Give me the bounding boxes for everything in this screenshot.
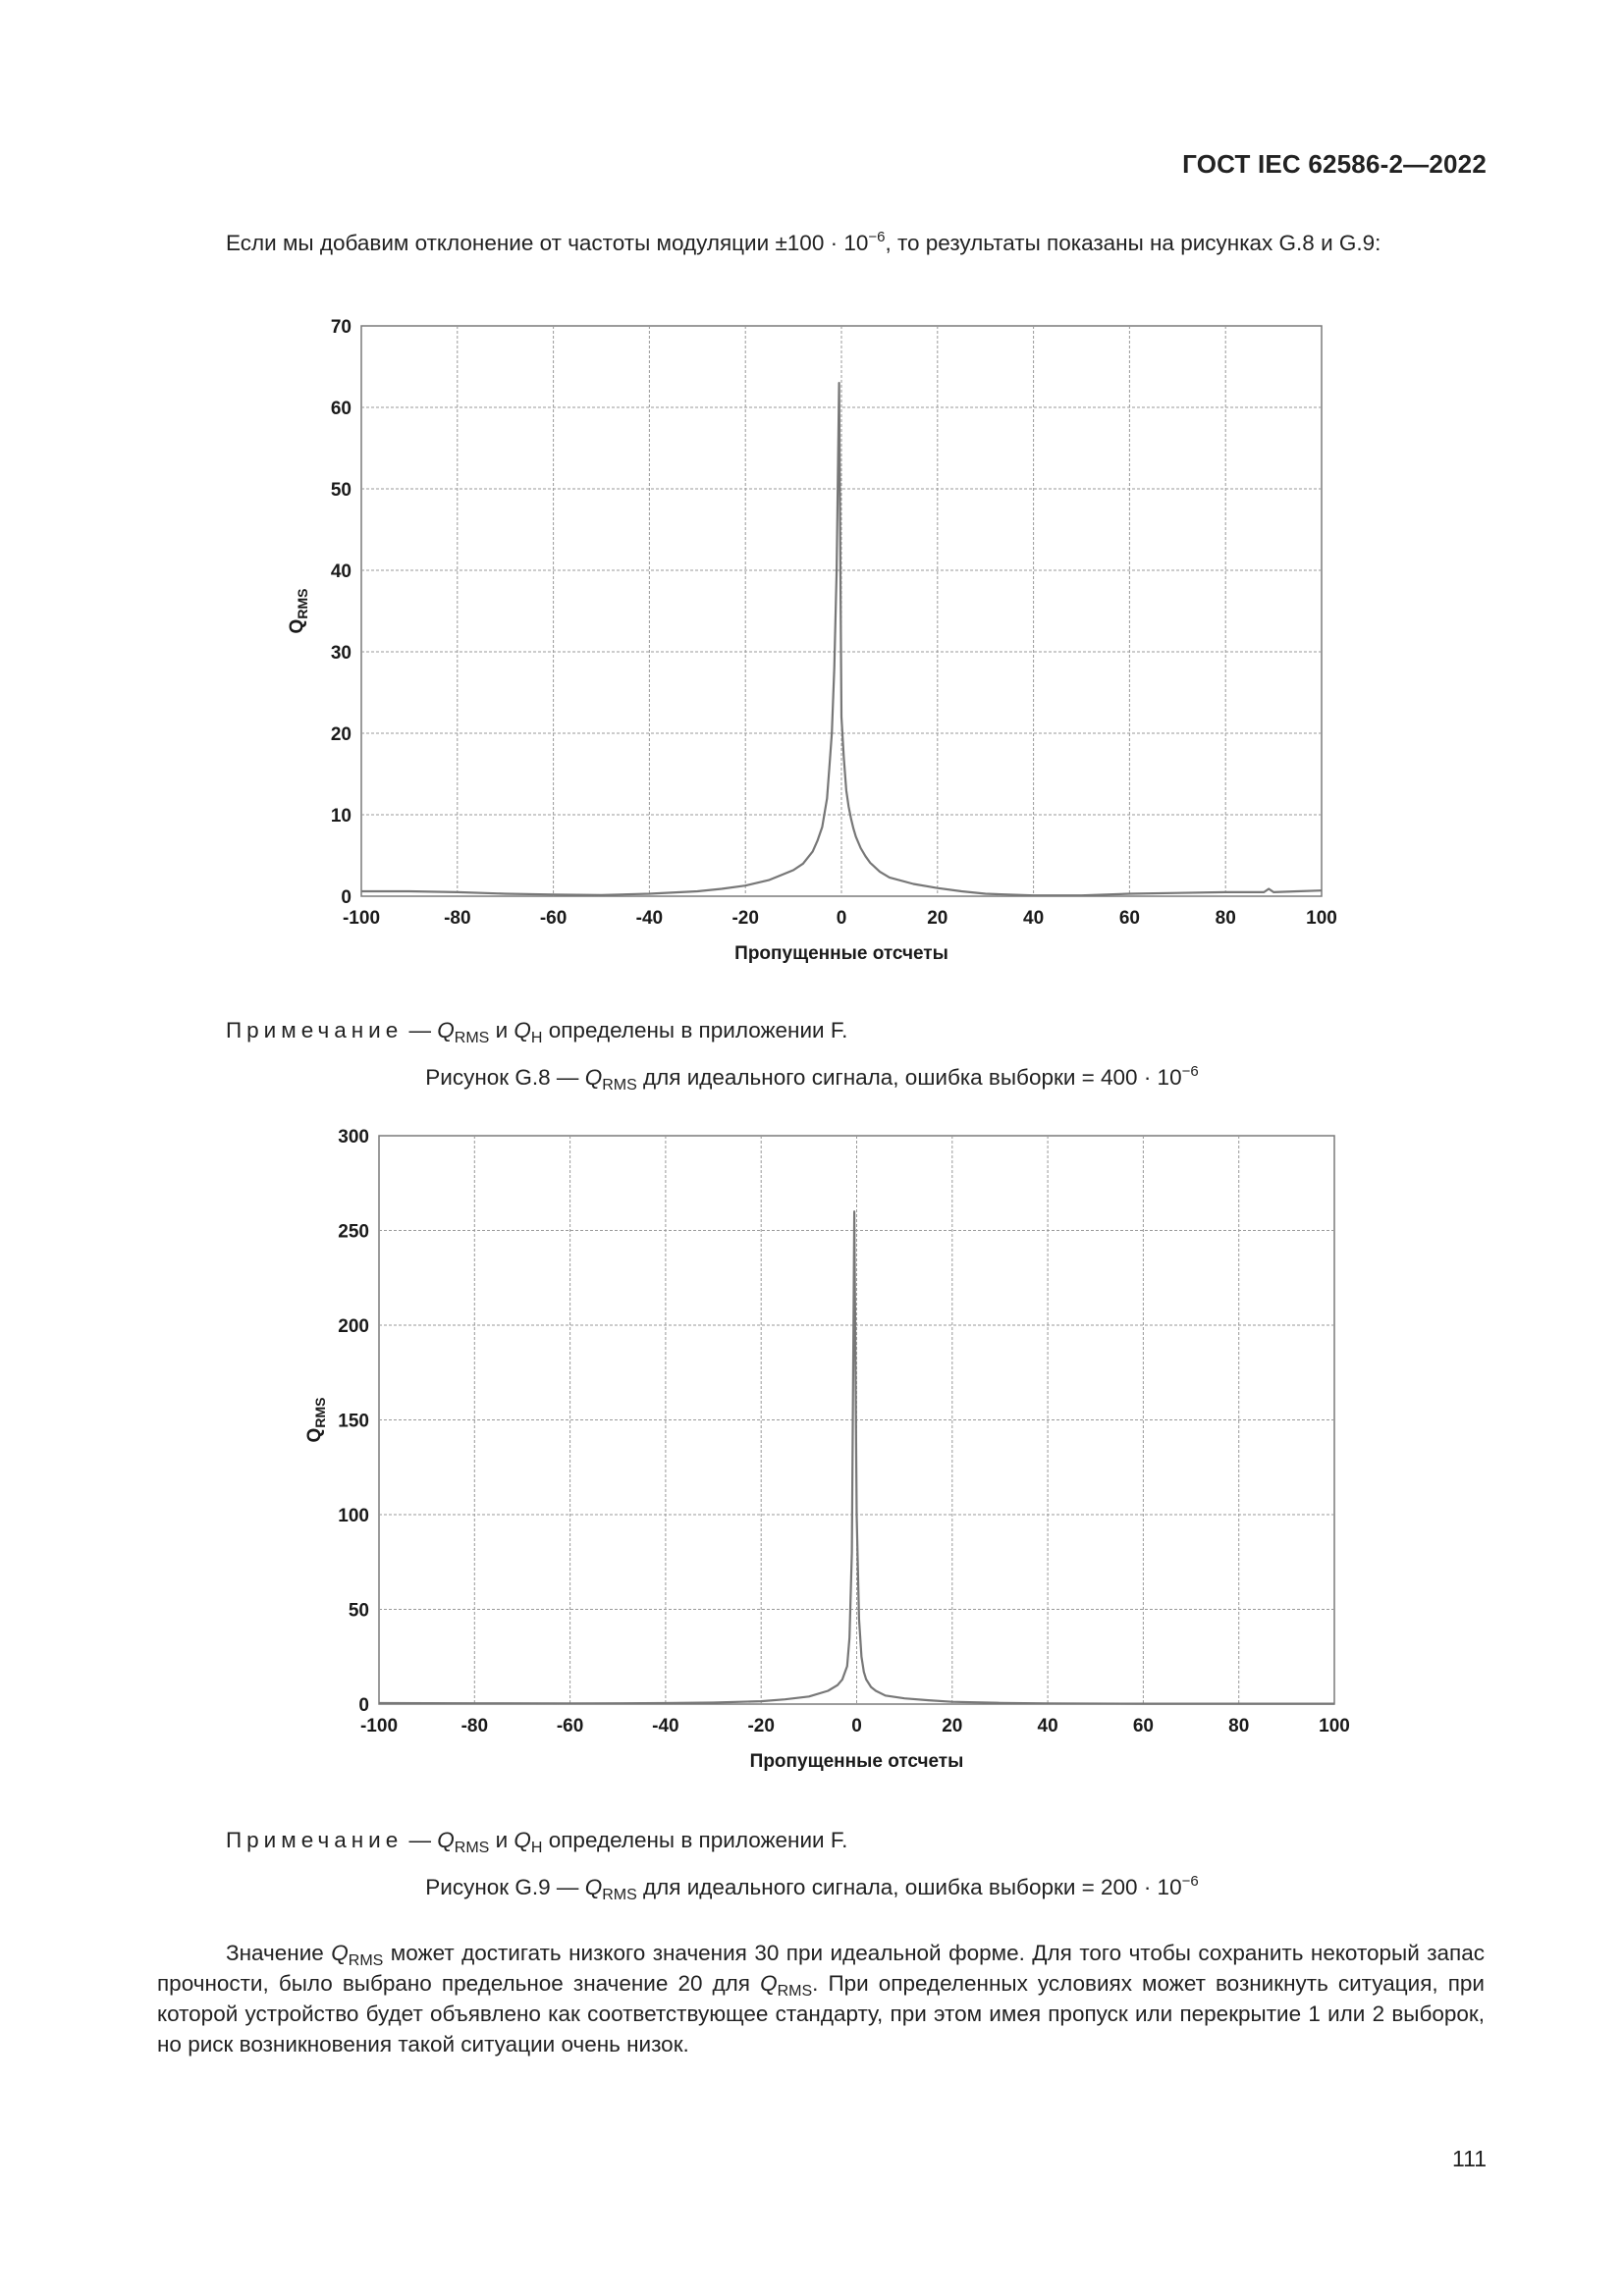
- x-tick-label: 60: [1118, 908, 1140, 929]
- note-q: Q: [437, 1828, 455, 1852]
- x-tick-label: -100: [359, 1716, 399, 1736]
- y-tick-label: 300: [338, 1127, 369, 1148]
- note-q2: Q: [514, 1018, 531, 1042]
- note-label: Примечание: [226, 1018, 404, 1042]
- y-tick-label: 0: [341, 887, 352, 908]
- x-tick-label: 80: [1215, 908, 1236, 929]
- figure-g9-chart: [0, 1080, 1624, 2061]
- y-tick-label: 200: [338, 1316, 369, 1337]
- note-q-sub: RMS: [454, 1030, 490, 1046]
- note-q: Q: [437, 1018, 455, 1042]
- caption-text: для идеального сигнала, ошибка выборки = 200 · 10: [636, 1875, 1182, 1899]
- x-tick-label: -80: [444, 908, 471, 929]
- x-tick-label: -80: [460, 1716, 489, 1736]
- y-axis-label: [287, 589, 310, 634]
- y-tick-label: 60: [330, 399, 352, 419]
- y-tick-label: 50: [348, 1600, 369, 1622]
- note-dash: —: [403, 1828, 438, 1852]
- x-tick-label: 20: [942, 1716, 963, 1736]
- y-axis-label-sub: RMS: [295, 588, 310, 619]
- intro-text-end: , то результаты показаны на рисунках G.8 и G.9:: [885, 231, 1381, 255]
- x-tick-label: -60: [556, 1716, 584, 1736]
- y-axis-label-main: Q: [287, 618, 307, 634]
- y-tick-label: 30: [330, 643, 352, 664]
- x-tick-label: -100: [342, 908, 381, 929]
- closing-paragraph: [157, 1938, 1485, 2059]
- caption-q: Q: [584, 1065, 603, 1090]
- note-q2: Q: [514, 1828, 531, 1852]
- closing-text-3: . При определенных условиях может возникнуть ситуация, при которой устройство будет объявлено как соответствующее стандарту, при этом имея пропуск или перекрытие 1 или 2 выборок, но риск возникновения такой ситуации очень низок.: [157, 1971, 1485, 2056]
- x-tick-label: 0: [851, 1716, 862, 1736]
- x-tick-label: -40: [635, 908, 664, 929]
- y-tick-label: 50: [330, 480, 352, 501]
- y-tick-label: 0: [358, 1695, 369, 1716]
- caption-prefix: Рисунок G.9 —: [425, 1875, 585, 1899]
- x-tick-label: -40: [652, 1716, 679, 1736]
- note-label: Примечание: [226, 1828, 404, 1852]
- caption-exponent: −6: [1181, 1873, 1199, 1890]
- caption-exponent: −6: [1181, 1063, 1199, 1080]
- note-g9: [226, 1828, 848, 1856]
- y-axis-label-main: Q: [304, 1427, 325, 1443]
- note-and: и: [489, 1018, 514, 1042]
- page-number: 111: [1452, 2146, 1487, 2171]
- closing-text-1: Значение: [226, 1941, 332, 1965]
- y-tick-label: 10: [330, 806, 352, 827]
- x-tick-label: -60: [539, 908, 568, 929]
- intro-exponent: −6: [868, 229, 886, 245]
- y-tick-label: 20: [330, 724, 352, 745]
- note-q-sub: RMS: [454, 1840, 490, 1856]
- intro-text: Если мы добавим отклонение от частоты модуляции ±100 · 10: [226, 231, 869, 255]
- caption-q-sub: RMS: [602, 1887, 637, 1903]
- note-g8: [226, 1018, 848, 1046]
- closing-q: Q: [331, 1941, 349, 1965]
- closing-q-sub: RMS: [348, 1952, 384, 1969]
- y-axis-label: [304, 1398, 328, 1443]
- x-tick-label: 0: [836, 908, 847, 929]
- note-and: и: [489, 1828, 514, 1852]
- x-tick-label: 100: [1306, 908, 1337, 929]
- note-text: определены в приложении F.: [542, 1018, 848, 1042]
- y-axis-label-sub: RMS: [312, 1397, 328, 1428]
- y-tick-label: 250: [338, 1221, 369, 1243]
- note-text: определены в приложении F.: [542, 1828, 848, 1852]
- x-tick-label: 80: [1228, 1716, 1250, 1736]
- x-tick-label: 60: [1132, 1716, 1154, 1736]
- figure-g8-chart: [0, 0, 1624, 982]
- y-tick-label: 100: [338, 1506, 369, 1526]
- y-tick-label: 150: [338, 1411, 369, 1432]
- x-tick-label: -20: [747, 1716, 775, 1736]
- note-q2-sub: H: [530, 1030, 543, 1046]
- closing-text-2: может достигать низкого значения 30 при идеальной форме. Для того чтобы сохранить некоторый запас прочности, было выбрано предельное значение 20 для: [157, 1941, 1486, 1996]
- note-dash: —: [403, 1018, 438, 1042]
- caption-text: для идеального сигнала, ошибка выборки = 400 · 10: [636, 1065, 1182, 1090]
- x-tick-label: 100: [1319, 1716, 1350, 1736]
- y-tick-label: 70: [330, 317, 352, 338]
- x-axis-label: Пропущенные отсчеты: [749, 1751, 964, 1772]
- x-tick-label: 40: [1037, 1716, 1058, 1736]
- caption-q-sub: RMS: [602, 1077, 637, 1094]
- caption-prefix: Рисунок G.8 —: [425, 1065, 585, 1090]
- caption-q: Q: [584, 1875, 603, 1899]
- note-q2-sub: H: [530, 1840, 543, 1856]
- x-tick-label: -20: [731, 908, 759, 929]
- x-axis-label: Пропущенные отсчеты: [734, 943, 948, 964]
- closing-q2-sub: RMS: [777, 1983, 813, 2000]
- y-tick-label: 40: [330, 561, 352, 582]
- x-tick-label: 20: [927, 908, 948, 929]
- x-tick-label: 40: [1023, 908, 1045, 929]
- closing-q2: Q: [760, 1971, 778, 1996]
- standard-code: ГОСТ IEC 62586-2—2022: [1182, 149, 1487, 179]
- caption-g9: [0, 1873, 1624, 1903]
